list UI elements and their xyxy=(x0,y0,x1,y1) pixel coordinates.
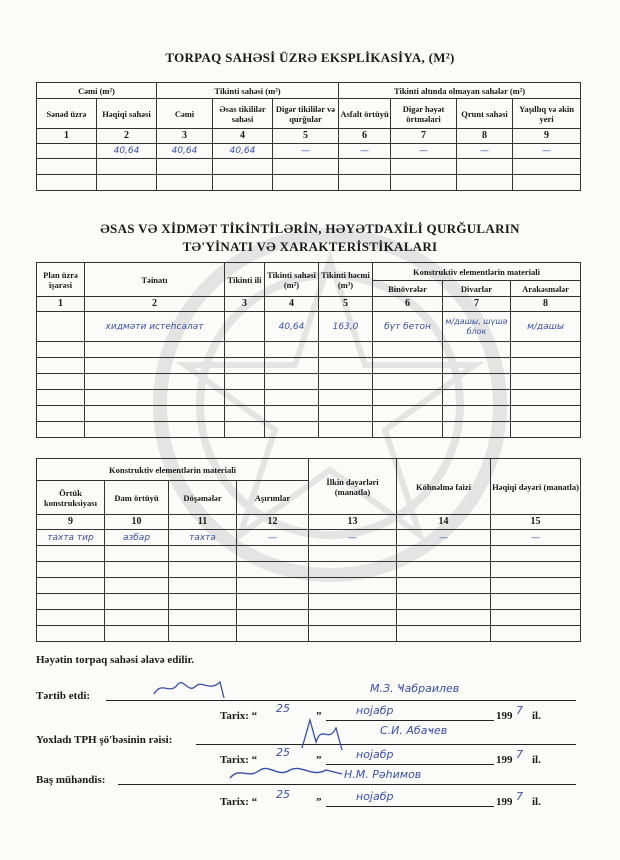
col-num: 10 xyxy=(105,515,169,530)
col-num: 12 xyxy=(237,515,309,530)
signature-line xyxy=(196,744,576,745)
checked-label: Yoxladı TPH şö'bəsinin rəisi: xyxy=(36,734,173,746)
header-plan-mark: Plan üzrə işarəsi xyxy=(37,263,85,297)
empty-row xyxy=(37,422,581,438)
date-year-prefix: 199 xyxy=(496,754,513,766)
column-numbers xyxy=(37,297,581,312)
header-materials: Konstruktiv elementlərin materiali xyxy=(37,459,309,481)
date-quote: ” xyxy=(316,754,322,766)
header-yard-cover: Digər həyət örtməlari xyxy=(391,99,457,129)
empty-row xyxy=(37,374,581,390)
date-line xyxy=(326,720,494,721)
empty-row xyxy=(37,546,581,562)
header-volume: Tikinti həcmi (m³) xyxy=(319,263,373,297)
header-main-buildings: Əsas tikililər sahəsi xyxy=(213,99,273,129)
column-numbers xyxy=(37,515,581,530)
cell: — xyxy=(339,144,391,159)
cell: азбар xyxy=(105,530,169,546)
empty-row xyxy=(37,342,581,358)
date-line xyxy=(326,764,494,765)
col-num: 6 xyxy=(339,129,391,144)
date-year-digit: 7 xyxy=(516,790,523,803)
col-num: 13 xyxy=(309,515,397,530)
cell: 40,64 xyxy=(97,144,157,159)
cell: 40,64 xyxy=(157,144,213,159)
cell: 163,0 xyxy=(319,312,373,342)
date-day: 25 xyxy=(276,702,290,715)
col-num: 7 xyxy=(443,297,511,312)
cell xyxy=(37,312,85,342)
column-numbers xyxy=(37,129,581,144)
col-num: 2 xyxy=(85,297,225,312)
date-quote: ” xyxy=(316,710,322,722)
signature-line xyxy=(118,784,576,785)
cell: 40,64 xyxy=(213,144,273,159)
signature-mark xyxy=(296,714,346,754)
checked-name: С.И. Абаҹев xyxy=(380,724,448,737)
header-materials: Konstruktiv elementlərin materiali xyxy=(373,263,581,281)
cell: тахта тир xyxy=(37,530,105,546)
header-initial-value: İlkin dəyərləri (manatla) xyxy=(309,459,397,515)
empty-row xyxy=(37,626,581,642)
col-num: 2 xyxy=(97,129,157,144)
col-num: 4 xyxy=(213,129,273,144)
col-num: 11 xyxy=(169,515,237,530)
date-label: Tarix: “ xyxy=(220,796,258,808)
cell: хидмәти истеһсалат xyxy=(85,312,225,342)
footer-note: Həyətin torpaq sahəsi əlavə edilir. xyxy=(36,654,195,666)
empty-row xyxy=(37,578,581,594)
col-num: 3 xyxy=(225,297,265,312)
cell: бүт бетон xyxy=(373,312,443,342)
col-num: 4 xyxy=(265,297,319,312)
cell: — xyxy=(491,530,581,546)
engineer-label: Baş mühəndis: xyxy=(36,774,106,786)
header-building-area: Tikinti sahəsi (m²) xyxy=(157,83,339,99)
col-num: 3 xyxy=(157,129,213,144)
header-cover-structure: Örtük konstruksiyası xyxy=(37,481,105,515)
cell xyxy=(225,312,265,342)
header-other-buildings: Digər tikililər və qurğular xyxy=(273,99,339,129)
title-line-2: TƏ'YİNATI VƏ XARAKTERİSTİKALARI xyxy=(182,239,438,254)
header-year: Tikinti ili xyxy=(225,263,265,297)
date-year-digit: 7 xyxy=(516,704,523,717)
header-walls: Divarlar xyxy=(443,281,511,297)
title-line-1: ƏSAS VƏ XİDMƏT TİKİNTİLƏRİN, HƏYƏTDAXİLİ QURĞULARIN xyxy=(100,221,520,236)
explication-title: TORPAQ SAHƏSİ ÜZRƏ EKSPLİKASİYA, (M²) xyxy=(165,50,455,65)
empty-row xyxy=(37,358,581,374)
signature-mark xyxy=(226,762,346,784)
col-num: 5 xyxy=(273,129,339,144)
date-day: 25 xyxy=(276,746,290,759)
col-num: 9 xyxy=(513,129,581,144)
header-soil: Qrunt sahəsi xyxy=(457,99,513,129)
signature-mark xyxy=(150,676,230,702)
date-year-prefix: 199 xyxy=(496,796,513,808)
cell: — xyxy=(237,530,309,546)
header-depreciation: Köhnəlmə faizi xyxy=(397,459,491,515)
col-num: 15 xyxy=(491,515,581,530)
header-asphalt: Asfalt örtüyü xyxy=(339,99,391,129)
header-non-building-area: Tikinti altında olmayan sahələr (m²) xyxy=(339,83,581,99)
date-suffix: il. xyxy=(532,754,541,766)
cell: — xyxy=(309,530,397,546)
cell: — xyxy=(397,530,491,546)
header-actual-area: Həqiqi sahəsi xyxy=(97,99,157,129)
empty-row xyxy=(37,390,581,406)
col-num: 9 xyxy=(37,515,105,530)
empty-row xyxy=(37,406,581,422)
cell: — xyxy=(457,144,513,159)
empty-row xyxy=(37,610,581,626)
cell: 40,64 xyxy=(265,312,319,342)
empty-row xyxy=(37,175,581,191)
col-num: 7 xyxy=(391,129,457,144)
date-label: Tarix: “ xyxy=(220,754,258,766)
materials-value-table xyxy=(36,458,581,642)
col-num: 6 xyxy=(373,297,443,312)
date-line xyxy=(326,806,494,807)
col-num: 8 xyxy=(457,129,513,144)
header-by-document: Sənəd üzrə xyxy=(37,99,97,129)
cell: м/дашы, шүшә блок xyxy=(443,312,511,342)
col-num: 5 xyxy=(319,297,373,312)
cell xyxy=(37,144,97,159)
col-num: 1 xyxy=(37,297,85,312)
table-row xyxy=(37,530,581,546)
date-suffix: il. xyxy=(532,710,541,722)
buildings-title xyxy=(40,220,580,256)
date-quote: ” xyxy=(316,796,322,808)
header-purpose: Təinatı xyxy=(85,263,225,297)
empty-row xyxy=(37,562,581,578)
compiled-label: Tərtib etdi: xyxy=(36,690,91,702)
header-total: Cəmi (m²) xyxy=(37,83,157,99)
col-num: 1 xyxy=(37,129,97,144)
date-year-digit: 7 xyxy=(516,748,523,761)
header-lintels: Aşırımlar xyxy=(237,481,309,515)
date-day: 25 xyxy=(276,788,290,801)
empty-row xyxy=(37,159,581,175)
date-label: Tarix: “ xyxy=(220,710,258,722)
header-roof: Dam örtüyü xyxy=(105,481,169,515)
header-foundations: Binövrələr xyxy=(373,281,443,297)
header-floors: Döşəmələr xyxy=(169,481,237,515)
date-month: нојабр xyxy=(356,790,394,803)
date-year-prefix: 199 xyxy=(496,710,513,722)
header-sum: Cəmi xyxy=(157,99,213,129)
date-suffix: il. xyxy=(532,796,541,808)
table-row xyxy=(37,312,581,342)
cell: тахта xyxy=(169,530,237,546)
cell: — xyxy=(391,144,457,159)
table-row xyxy=(37,144,581,159)
date-month: нојабр xyxy=(356,704,394,717)
header-actual-value: Həqiqi dəyəri (manatla) xyxy=(491,459,581,515)
header-area: Tikinti sahəsi (m²) xyxy=(265,263,319,297)
col-num: 8 xyxy=(511,297,581,312)
cell: — xyxy=(273,144,339,159)
date-month: нојабр xyxy=(356,748,394,761)
empty-row xyxy=(37,594,581,610)
land-explication-table xyxy=(36,82,581,191)
buildings-table xyxy=(36,262,581,438)
col-num: 14 xyxy=(397,515,491,530)
header-partitions: Arakəsmələr xyxy=(511,281,581,297)
cell: м/дашы xyxy=(511,312,581,342)
compiled-name: М.З. Ҹабраилев xyxy=(370,682,460,695)
engineer-name: Н.М. Рәһимов xyxy=(344,768,422,781)
header-green: Yaşıllıq və əkin yeri xyxy=(513,99,581,129)
cell: — xyxy=(513,144,581,159)
